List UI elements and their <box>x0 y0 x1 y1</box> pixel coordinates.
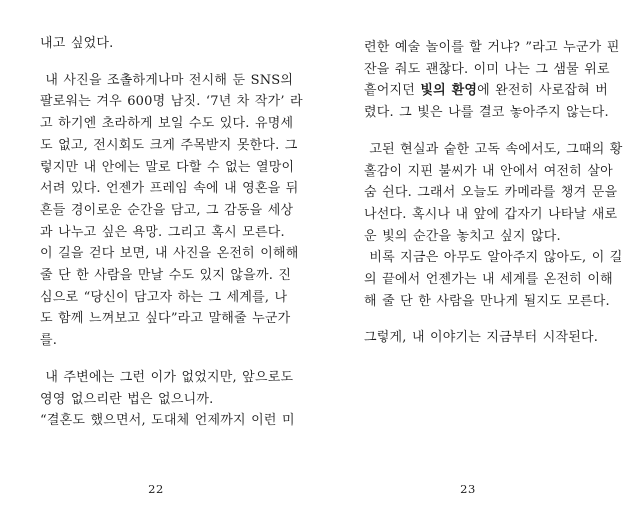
page-text-column-left <box>40 33 303 432</box>
text-line <box>40 200 292 222</box>
text-segment: 렸다. 그 빛은 나를 결코 놓아주지 않는다. <box>364 105 609 121</box>
text-segment: “결혼도 했으면서, 도대체 언제까지 이런 미 <box>40 413 295 429</box>
text-segment: 내 주변에는 그런 이가 없었지만, 앞으로도 <box>40 369 294 385</box>
text-segment: 렇지만 내 안에는 말로 다할 수 없는 열망이 <box>40 159 295 175</box>
text-segment: 내 사진을 조촐하게나마 전시해 둔 SNS의 <box>40 72 294 88</box>
page-number-right: 23 <box>460 482 476 496</box>
text-segment: 팔로워는 겨우 600명 남짓. ‘7년 차 작가’ 라 <box>40 94 303 110</box>
text-segment: 련한 예술 놀이를 할 거냐? ”라고 누군가 핀 <box>364 40 620 55</box>
text-line <box>40 91 303 113</box>
text-line <box>40 33 292 55</box>
text-line <box>40 178 299 200</box>
text-segment: 줄 단 한 사람을 만날 수도 있지 않을까. 진 <box>40 268 292 284</box>
text-line <box>364 204 616 226</box>
text-line <box>40 367 292 389</box>
text-line <box>364 102 616 124</box>
text-line <box>40 389 292 411</box>
text-line <box>364 80 616 102</box>
text-line <box>364 327 616 349</box>
text-line <box>364 139 623 161</box>
text-segment: 나선다. 혹시나 내 앞에 갑자기 나타날 새로 <box>364 206 618 222</box>
text-segment: 그렇게, 내 이야기는 지금부터 시작된다. <box>364 330 599 346</box>
text-segment: 고 하기엔 초라하게 보일 수도 있다. 유명세 <box>40 116 294 132</box>
paragraph <box>40 33 292 55</box>
page-text-column-right <box>364 37 623 349</box>
text-segment: 홀감이 지핀 불씨가 내 안에서 여전히 살아 <box>364 163 613 179</box>
text-segment: 숨 쉰다. 그래서 오늘도 카메라를 챙겨 문을 <box>364 185 618 201</box>
text-line <box>40 287 292 309</box>
text-line <box>364 161 616 183</box>
text-segment: 과 나누고 싶은 욕망. 그리고 혹시 모른다. <box>40 224 285 240</box>
text-line <box>364 59 616 81</box>
text-segment: 비록 지금은 아무도 알아주지 않아도, 이 길 <box>364 250 623 266</box>
paragraph <box>40 70 303 352</box>
text-segment: 심으로 “당신이 담고자 하는 그 세계를, 나 <box>40 289 288 305</box>
text-line <box>364 226 616 248</box>
paragraph <box>364 139 623 248</box>
bold-emphasis: 빛의 환영 <box>420 83 478 99</box>
text-line <box>40 308 292 330</box>
text-line <box>364 182 616 204</box>
text-line <box>40 157 295 179</box>
text-line <box>40 70 292 92</box>
text-segment: 고된 현실과 숱한 고독 속에서도, 그때의 황 <box>364 141 623 157</box>
text-line <box>364 291 616 313</box>
text-line <box>364 269 616 291</box>
text-segment: 서려 있다. 언젠가 프레임 속에 내 영혼을 뒤 <box>40 181 299 197</box>
text-line <box>364 247 623 269</box>
text-line <box>40 330 292 352</box>
text-segment: 잔을 줘도 괜찮다. 이미 나는 그 샘물 위로 <box>364 61 610 77</box>
text-line <box>364 37 620 59</box>
text-line <box>40 113 292 135</box>
text-line <box>40 410 295 432</box>
text-segment: 흩어지던 <box>364 83 421 99</box>
text-segment: 의 끝에서 언젠가는 내 세계를 온전히 이해 <box>364 272 613 288</box>
text-segment: 에 완전히 사로잡혀 버 <box>477 83 608 99</box>
text-line <box>40 222 292 244</box>
text-line <box>40 243 299 265</box>
text-segment: 운 빛의 순간을 놓치고 싶지 않다. <box>364 228 561 244</box>
text-segment: 도 없고, 전시회도 크게 주목받지 못한다. 그 <box>40 137 298 153</box>
text-segment: 이 길을 걷다 보면, 내 사진을 온전히 이해해 <box>40 246 299 262</box>
text-line <box>40 135 298 157</box>
text-segment: 도 함께 느껴보고 싶다”라고 말해줄 누군가 <box>40 311 291 327</box>
text-segment: 를. <box>40 333 58 349</box>
paragraph <box>40 367 295 432</box>
page-number-left: 22 <box>148 482 164 496</box>
text-segment: 내고 싶었다. <box>40 36 114 51</box>
paragraph <box>364 247 623 312</box>
page-right <box>312 0 624 519</box>
paragraph <box>364 37 620 124</box>
text-segment: 흔들 경이로운 순간을 담고, 그 감동을 세상 <box>40 202 294 218</box>
text-segment: 영영 없으리란 법은 없으니까. <box>40 391 214 407</box>
text-line <box>40 265 292 287</box>
paragraph <box>364 327 616 349</box>
text-segment: 해 줄 단 한 사람을 만나게 될지도 모른다. <box>364 293 610 309</box>
